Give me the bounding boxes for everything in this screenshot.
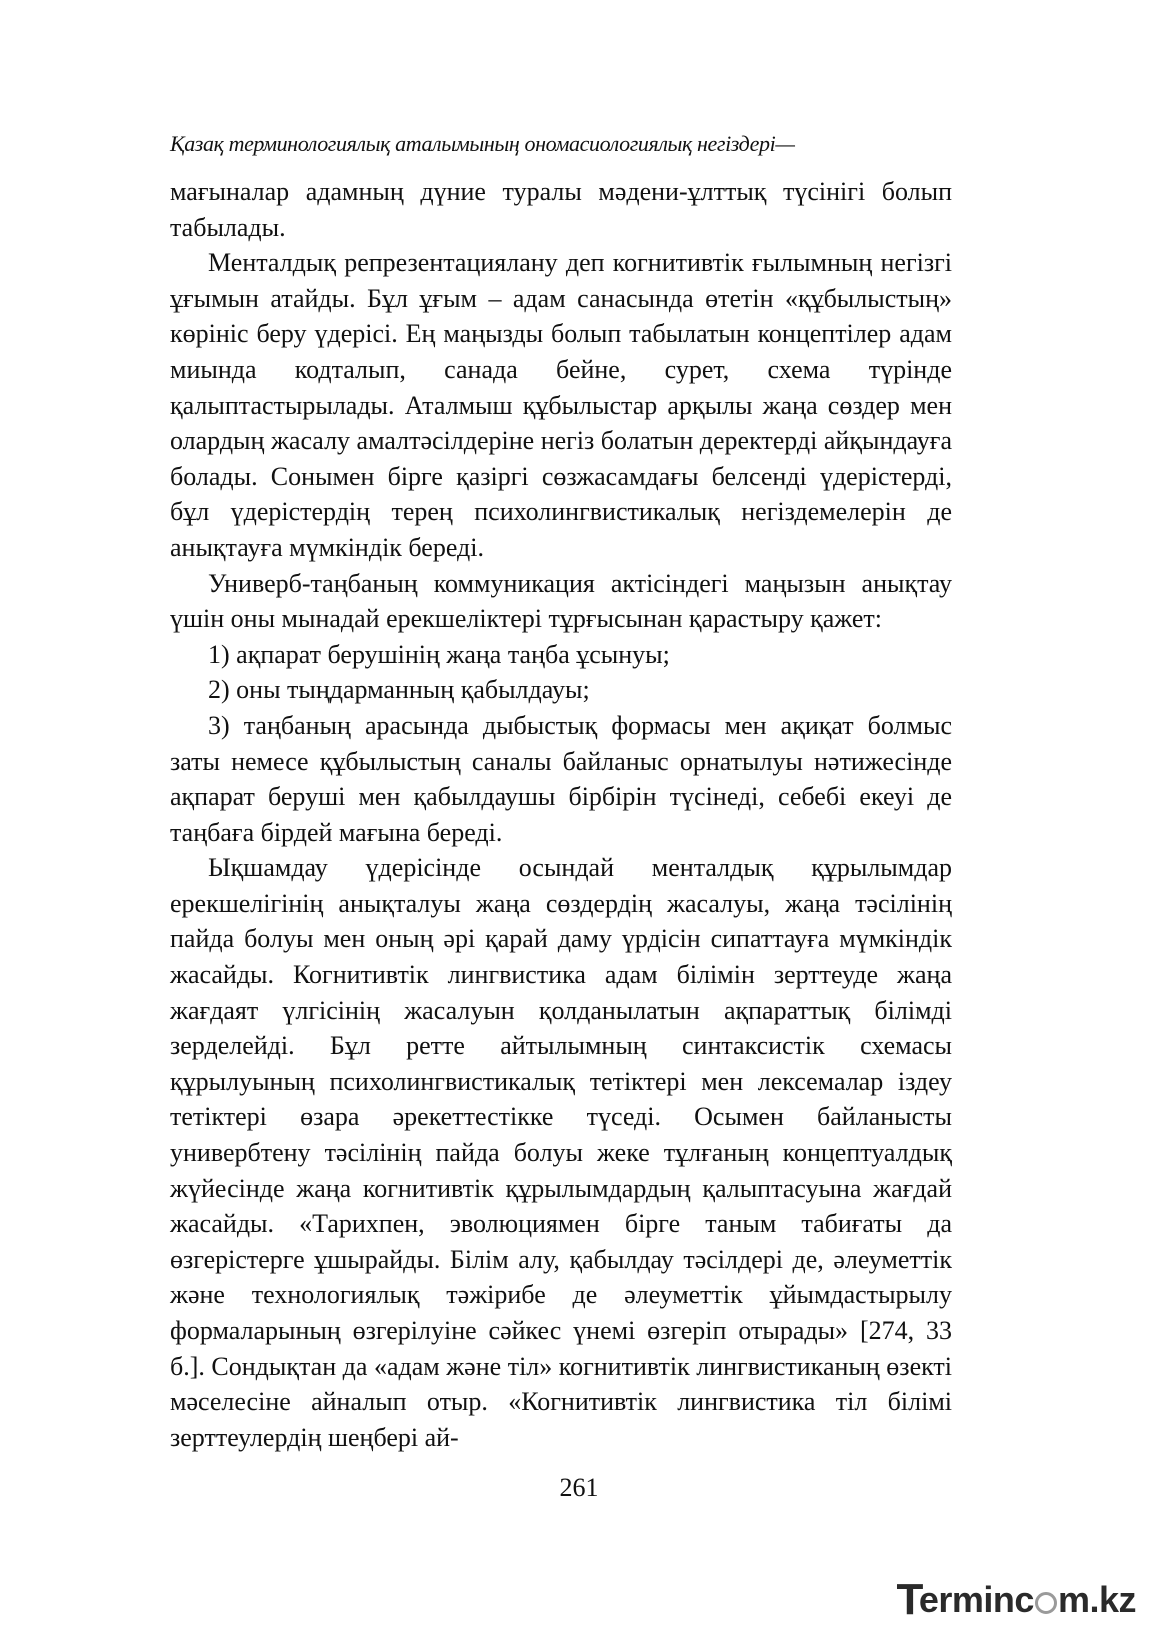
list-item: 1) ақпарат берушінің жаңа таңба ұсынуы; xyxy=(208,639,670,669)
paragraph: Менталдық репрезентациялану деп когнитивтік ғылымның негізгі ұғымын атайды. Бұл ұғым – адам санасында өтетін «құбылыстың» көрініс беру үдерісі. Ең маңызды болып табылатын концептілер адам миында кодталып, санада бейне, сурет, схема түрінде қалыптастырылады. Аталмыш құбылыстар арқылы жаңа сөздер мен олардың жасалу амалтәсілдеріне негіз болатын деректерді айқындауға болады. Сонымен бірге қазіргі сөзжасамдағы белсенді үдерістерді, бұл үдерістердің терең психолингвистикалық негіздемелерін де анықтауға мүмкіндік береді. xyxy=(170,248,953,562)
watermark-text-1: erminc xyxy=(918,1579,1034,1620)
page-number: 261 xyxy=(559,1473,599,1502)
paragraph: мағыналар адамның дүние туралы мәдени-ұлттық түсінігі болып табылады. xyxy=(170,177,952,242)
running-header: Қазақ терминологиялық аталымының ономасиологиялық негіздері— xyxy=(170,131,795,156)
paragraph: Ықшамдау үдерісінде осындай менталдық құрылымдар ерекшелігінің анықталуы жаңа сөздердің жасалуы, жаңа тәсілінің пайда болуы мен оның әрі қарай даму үрдісін сипаттауға мүмкіндік жасайды. Когнитивтік лингвистика адам білімін зерттеуде жаңа жағдаят үлгісінің жасалуын қолданылатын ақпараттық білімді зерделейді. Бұл ретте айтылымның синтаксистік схемасы құрылуының психолингвистикалық тетіктері мен лексемалар іздеу тетіктері өзара әрекеттестікке түседі. Осымен байланысты универбтену тәсілінің пайда болуы жеке тұлғаның концептуалдық жүйесінде жаңа когнитивтік құрылымдардың қалыптасуына жағдай жасайды. «Тарихпен, эволюциямен бірге таным табиғаты да өзгерістерге ұшырайды. Білім алу, қабылдау тәсілдері де, әлеуметтік және технологиялық тәжірибе де әлеуметтік ұйымдастырылу формаларының өзгерілуіне сәйкес үнемі өзгеріп отырады» [274, 33 б.]. Сондықтан да «адам және тіл» когнитивтік лингвистиканың өзекті мәселесіне айналып отыр. «Когнитивтік лингвистика тіл білімі зерттеулердің шеңбері ай- xyxy=(170,853,952,1452)
list-item: 2) оны тыңдарманның қабылдауы; xyxy=(208,675,590,705)
watermark-logo xyxy=(897,1575,1137,1625)
body-text xyxy=(170,174,952,1455)
list-item: 3) таңбаның арасында дыбыстық формасы мен ақиқат болмыс заты немесе құбылыстың саналы байланыс орнатылуы нәтижесінде ақпарат беруші мен қабылдаушы бірбірін түсінеді, себебі екеуі де таңбаға бірдей мағына береді. xyxy=(170,710,952,847)
paragraph: Универб-таңбаның коммуникация актісіндегі маңызын анықтау үшін оны мынадай ерекшеліктері тұрғысынан қарастыру қажет: xyxy=(170,568,952,634)
watermark-o-icon xyxy=(1035,1592,1057,1614)
watermark-text-2: m.kz xyxy=(1057,1579,1136,1620)
watermark-t: T xyxy=(896,1575,923,1624)
